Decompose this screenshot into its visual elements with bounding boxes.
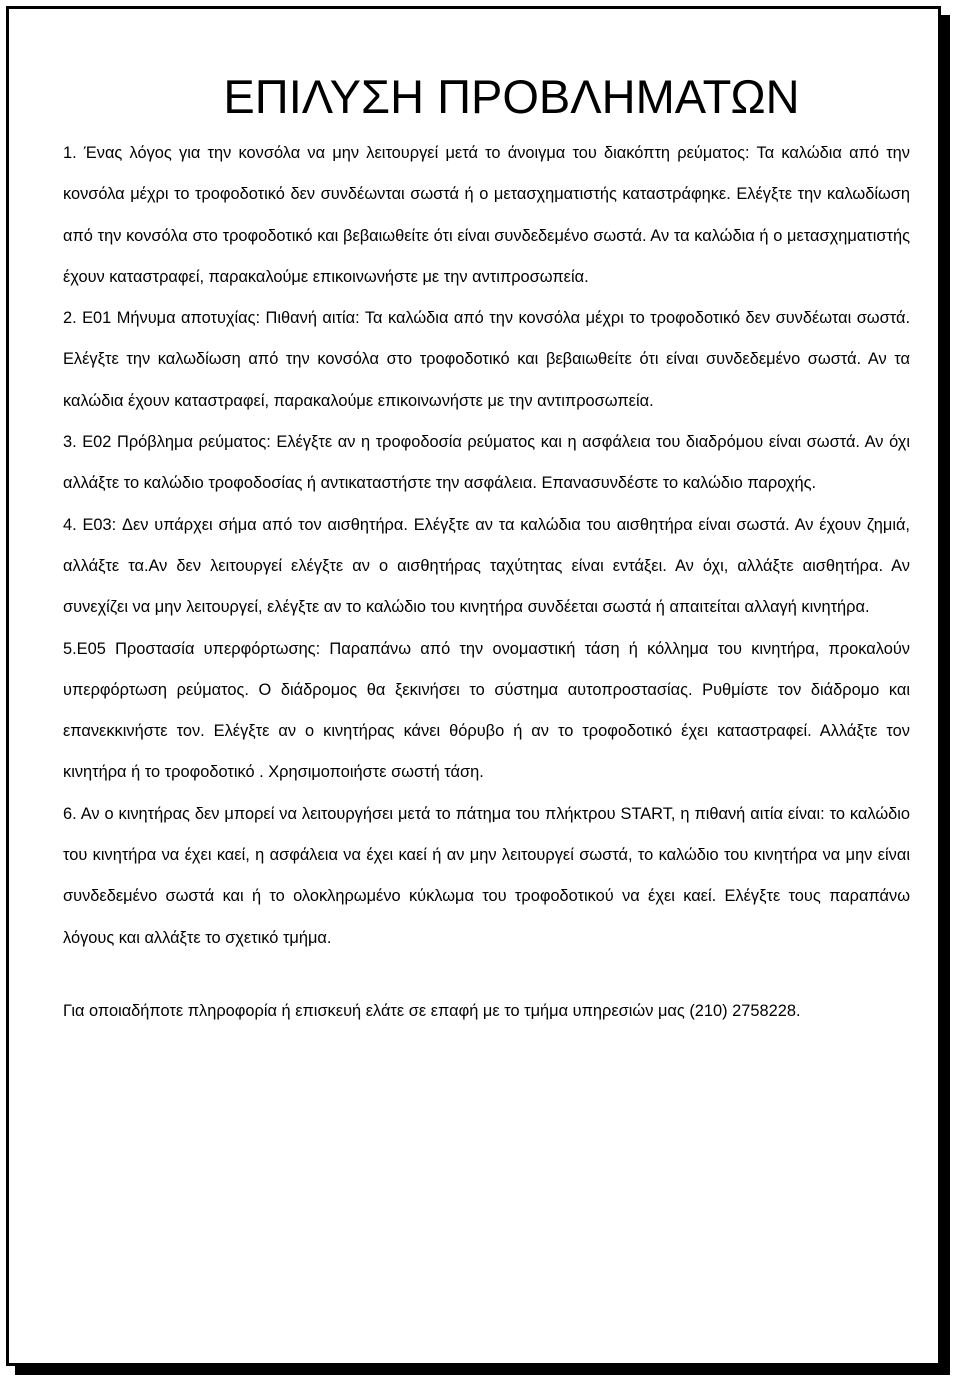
contact-info: Για οποιαδήποτε πληροφορία ή επισκευή ελάτε σε επαφή με το τμήμα υπηρεσιών μας (210) 2758228. — [63, 1001, 801, 1020]
troubleshooting-item-3: 3. E02 Πρόβλημα ρεύματος: Ελέγξτε αν η τροφοδοσία ρεύματος και η ασφάλεια του διαδρόμου είναι σωστά. Αν όχι αλλάξτε το καλώδιο τροφοδοσίας ή αντικαταστήστε την ασφάλεια. Επανασυνδέστε το καλώδιο παροχής. — [63, 433, 910, 493]
troubleshooting-item-4: 4. E03: Δεν υπάρχει σήμα από τον αισθητήρα. Ελέγξτε αν τα καλώδια του αισθητήρα είναι σωστά. Αν έχουν ζημιά, αλλάξτε τα.Αν δεν λειτουργεί ελέγξτε αν ο αισθητήρας ταχύτητας είναι εντάξει. Αν όχι, αλλάξτε αισθητήρα. Αν συνεχίζει να μην λειτουργεί, ελέγξτε αν το καλώδιο του κινητήρα συνδέεται σωστά ή απαιτείται αλλαγή κινητήρα. — [63, 515, 910, 617]
troubleshooting-item-5: 5.E05 Προστασία υπερφόρτωσης: Παραπάνω από την ονομαστική τάση ή κόλλημα του κινητήρα, προκαλούν υπερφόρτωση ρεύματος. Ο διάδρομος θα ξεκινήσει το σύστημα αυτοπροστασίας. Ρυθμίστε τον διάδρομο και επανεκκινήστε τον. Ελέγξτε αν ο κινητήρας κάνει θόρυβο ή αν το τροφοδοτικό έχει καταστραφεί. Αλλάξτε τον κινητήρα ή το τροφοδοτικό . Χρησιμοποιήστε σωστή τάση. — [63, 639, 910, 782]
spacer — [63, 959, 910, 991]
troubleshooting-item-6: 6. Αν ο κινητήρας δεν μπορεί να λειτουργήσει μετά το πάτημα του πλήκτρου START, η πιθανή αιτία είναι: το καλώδιο του κινητήρα να έχει καεί, η ασφάλεια να έχει καεί ή αν μην λειτουργεί σωστά, το καλώδιο του κινητήρα να μην είναι συνδεδεμένο σωστά και ή το ολοκληρωμένο κύκλωμα του τροφοδοτικού να έχει καεί. Ελέγξτε τους παραπάνω λόγους και αλλάξτε το σχετικό τμήμα. — [63, 804, 910, 947]
page-title: ΕΠΙΛΥΣΗ ΠΡΟΒΛΗΜΑΤΩΝ — [223, 70, 800, 123]
document-content — [63, 61, 910, 1032]
page-frame — [6, 6, 941, 1366]
troubleshooting-item-2: 2. E01 Μήνυμα αποτυχίας: Πιθανή αιτία: Τα καλώδια από την κονσόλα μέχρι το τροφοδοτικό δεν συνδέωται σωστά. Ελέγξτε την καλωδίωση από την κονσόλα στο τροφοδοτικό και βεβαιωθείτε ότι είναι συνδεδεμένο σωστά. Αν τα καλώδια έχουν καταστραφεί, παρακαλούμε επικοινωνήστε με την αντιπροσωπεία. — [63, 309, 910, 410]
troubleshooting-item-1: 1. Ένας λόγος για την κονσόλα να μην λειτουργεί μετά το άνοιγμα του διακόπτη ρεύματος: Τα καλώδια από την κονσόλα μέχρι το τροφοδοτικό δεν συνδέωνται σωστά ή ο μετασχηματιστής καταστράφηκε. Ελέγξτε την καλωδίωση από την κονσόλα στο τροφοδοτικό και βεβαιωθείτε ότι είναι συνδεδεμένο σωστά. Αν τα καλώδια ή ο μετασχηματιστής έχουν καταστραφεί, παρακαλούμε επικοινωνήστε με την αντιπροσωπεία. — [63, 144, 910, 286]
